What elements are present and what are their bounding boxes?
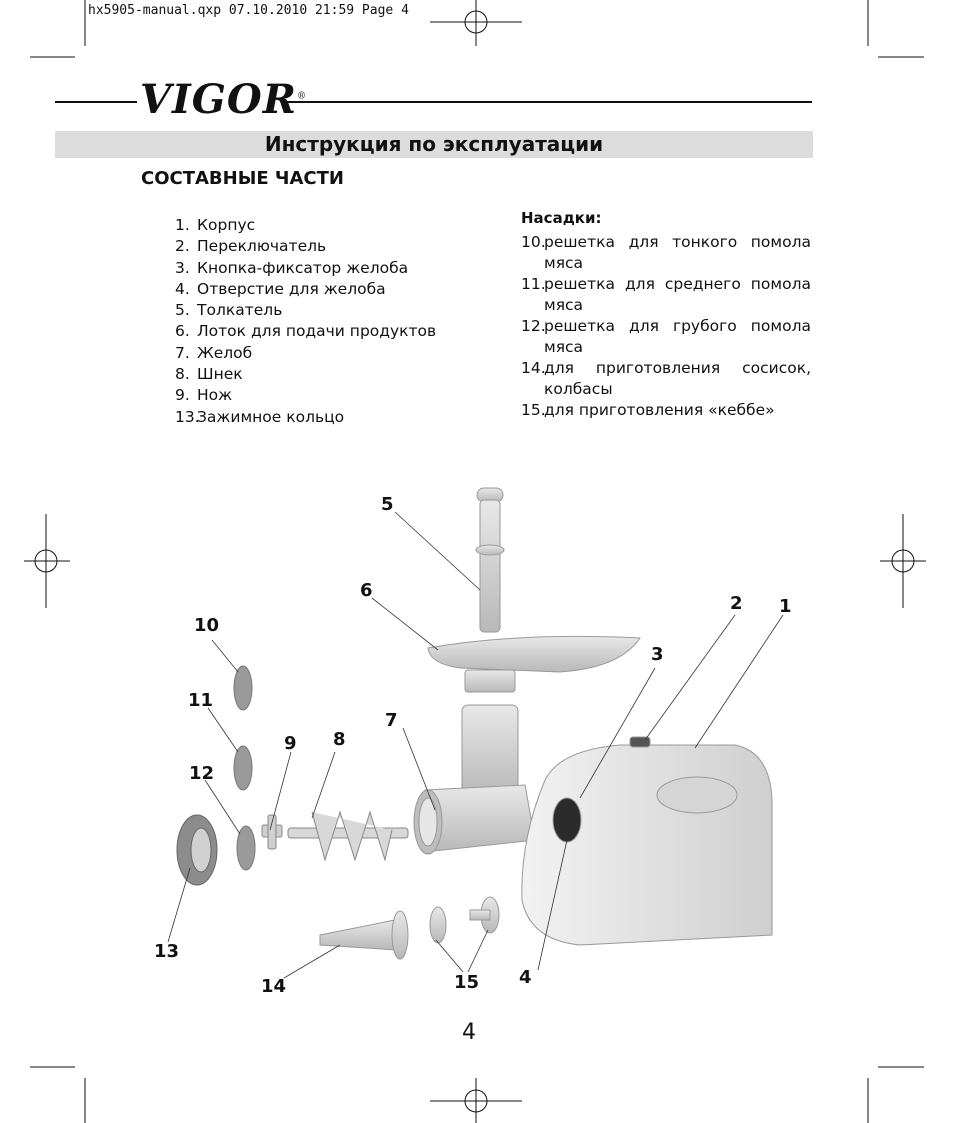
diagram-label-3: 3 <box>651 644 664 665</box>
attachment-number: 11. <box>521 275 546 293</box>
diagram-label-9: 9 <box>284 733 297 754</box>
part-number: 6. <box>175 322 190 341</box>
housing <box>522 737 772 945</box>
part-number: 7. <box>175 343 190 362</box>
auger <box>288 812 408 860</box>
part-label: Зажимное кольцо <box>197 407 345 426</box>
attachment-label: для приготовления «кеббе» <box>544 401 775 419</box>
diagram-label-6: 6 <box>360 580 373 601</box>
diagram-label-4: 4 <box>519 967 532 988</box>
brand-mark: ® <box>297 91 307 102</box>
part-label: Лоток для подачи продуктов <box>197 322 437 341</box>
diagram-label-10: 10 <box>194 615 220 636</box>
part-number: 13. <box>175 407 200 426</box>
knife <box>262 815 282 849</box>
attachment-label: для приготовления сосисок, колбасы <box>544 359 811 398</box>
part-number: 2. <box>175 237 190 256</box>
part-label: Отверстие для желоба <box>197 279 386 298</box>
part-number: 5. <box>175 301 190 320</box>
part-number: 3. <box>175 258 190 277</box>
diagram-label-1: 1 <box>779 596 792 617</box>
attachment-label: решетка для тонкого помола мяса <box>544 233 811 272</box>
attachment-number: 15. <box>521 401 546 419</box>
section-title: СОСТАВНЫЕ ЧАСТИ <box>141 168 344 189</box>
grinding-plates <box>234 666 255 870</box>
print-header: hx5905-manual.qxp 07.10.2010 21:59 Page 4 <box>88 3 409 18</box>
diagram-label-12: 12 <box>189 763 215 784</box>
part-number: 4. <box>175 279 190 298</box>
diagram-label-14: 14 <box>261 976 287 997</box>
attachment-label: решетка для среднего помола мяса <box>544 275 811 314</box>
page-title: Инструкция по эксплуатации <box>264 132 604 156</box>
attachment-label: решетка для грубого помола мяса <box>544 317 811 356</box>
diagram-label-11: 11 <box>188 690 214 711</box>
part-label: Шнек <box>197 365 243 384</box>
brand-name: VIGOR <box>140 76 297 123</box>
attachment-number: 12. <box>521 317 546 335</box>
diagram-label-15: 15 <box>454 972 480 993</box>
attachment-number: 14. <box>521 359 546 377</box>
page-number: 4 <box>462 1020 476 1045</box>
part-label: Нож <box>197 386 233 405</box>
part-number: 9. <box>175 386 190 405</box>
pusher <box>476 488 504 632</box>
locking-ring <box>177 815 217 885</box>
attachment-number: 10. <box>521 233 546 251</box>
sausage-attachment <box>320 911 408 959</box>
part-number: 1. <box>175 216 190 234</box>
kebbe-attachments <box>430 897 499 943</box>
part-label: Переключатель <box>197 237 327 256</box>
part-label: Толкатель <box>197 301 283 320</box>
diagram-label-13: 13 <box>154 941 180 962</box>
part-number: 8. <box>175 365 190 384</box>
part-label: Кнопка-фиксатор желоба <box>197 258 409 277</box>
chute <box>414 705 535 854</box>
diagram-label-5: 5 <box>381 494 394 515</box>
diagram-label-2: 2 <box>730 593 743 614</box>
feeding-tray <box>428 636 640 692</box>
attachments-title: Насадки: <box>521 209 602 227</box>
diagram-label-8: 8 <box>333 729 346 750</box>
part-label: Корпус <box>197 216 256 234</box>
part-label: Желоб <box>197 343 253 362</box>
diagram-label-7: 7 <box>385 710 398 731</box>
